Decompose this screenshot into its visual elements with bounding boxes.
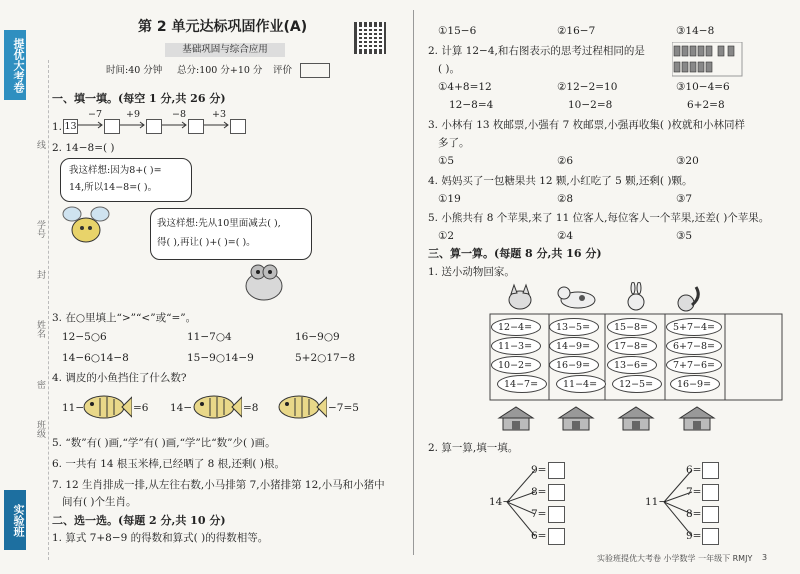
s3-q2-question: 2. 算一算,填一填。 — [428, 442, 519, 454]
counting-sticks-icon — [672, 42, 744, 78]
page-divider — [413, 10, 414, 555]
cut-line — [48, 60, 49, 560]
compare-1[interactable]: 12−5○6 — [62, 331, 107, 343]
close-label: 密 — [35, 380, 45, 389]
thought-bubble-2 — [150, 208, 312, 260]
name-label: 姓名 — [35, 320, 45, 338]
tree-2-leaf-3: 8= — [686, 508, 702, 520]
q7-line-2: 间有( )个生肖。 — [62, 496, 137, 508]
tree-2-root: 11− — [645, 496, 668, 508]
oval-c1-2[interactable]: 11−3= — [491, 337, 541, 355]
s2-q5-question: 5. 小熊共有 8 个苹果,来了 11 位客人,每位客人一个苹果,还差( )个苹果。 — [428, 212, 770, 224]
tree-2-answer-4[interactable] — [702, 528, 719, 545]
oval-c1-1[interactable]: 12−4= — [491, 318, 541, 336]
fish-3-suffix: −7=5 — [328, 402, 359, 414]
compare-6[interactable]: 5+2○17−8 — [295, 352, 356, 364]
q1-answer-box-3[interactable] — [188, 119, 204, 134]
s2-q4-question: 4. 妈妈买了一包糖果共 12 颗,小红吃了 5 颗,还剩( )颗。 — [428, 175, 693, 187]
thought-bubble-1 — [60, 158, 192, 202]
s2-q3-line-2: 多了。 — [438, 137, 470, 149]
s2-q2-option-1a[interactable]: ①4+8=12 — [438, 81, 492, 93]
q5-question: 5. “数”有( )画,“学”有( )画,“学”比“数”少( )画。 — [52, 437, 276, 449]
s2-q3-option-3[interactable]: ③20 — [676, 155, 699, 167]
spine-brand-band: 提优大考卷 — [4, 30, 26, 100]
seal-label: 封 — [35, 270, 45, 279]
s2-q2-option-3b: 6+2=8 — [687, 99, 725, 111]
house-icon — [676, 404, 718, 434]
fish-2-suffix: =8 — [243, 402, 259, 414]
q1-op-4: +3 — [212, 109, 227, 120]
oval-c1-3[interactable]: 10−2= — [491, 356, 541, 374]
dog-icon — [556, 285, 600, 311]
q1-op-3: −8 — [172, 109, 187, 120]
total-score: 总分:100 分+10 分 — [177, 65, 263, 76]
s2-q2-option-3a[interactable]: ③10−4=6 — [676, 81, 730, 93]
q1-arrows-icon — [76, 118, 256, 134]
section-1-heading: 一、填一填。(每空 1 分,共 26 分) — [52, 92, 226, 105]
oval-c4-2[interactable]: 6+7−8= — [666, 337, 722, 355]
page-subtitle: 基础巩固与综合应用 — [165, 43, 285, 57]
tree-1-answer-3[interactable] — [548, 506, 565, 523]
footer-text: 实验班提优大考卷 小学数学 一年级下 RMJY — [597, 554, 753, 563]
s2-q3-line-1: 3. 小林有 13 枚邮票,小强有 7 枚邮票,小强再收集( )枚就和小林同样 — [428, 119, 745, 131]
s2-q3-option-2[interactable]: ②6 — [557, 155, 574, 167]
fish-icon[interactable] — [80, 392, 132, 422]
s2-q2-option-2a[interactable]: ②12−2=10 — [557, 81, 618, 93]
s2-q3-option-1[interactable]: ①5 — [438, 155, 455, 167]
s2-q1-option-1[interactable]: ①15−6 — [438, 25, 477, 37]
time-limit: 时间:40 分钟 — [106, 65, 163, 76]
evaluation-label: 评价 — [273, 65, 293, 76]
tree-1-answer-2[interactable] — [548, 484, 565, 501]
s2-q5-option-3[interactable]: ③5 — [676, 230, 693, 242]
page-title: 第 2 单元达标巩固作业(A) — [138, 19, 308, 35]
oval-c2-4[interactable]: 11−4= — [556, 375, 606, 393]
oval-c3-4[interactable]: 12−5= — [612, 375, 662, 393]
compare-2[interactable]: 11−7○4 — [187, 331, 232, 343]
oval-c4-3[interactable]: 7+7−6= — [666, 356, 722, 374]
bubble-1-line-2: 14,所以14−8=( )。 — [69, 182, 158, 193]
squirrel-icon — [674, 283, 702, 313]
fish-icon[interactable] — [190, 392, 242, 422]
q1-answer-box-1[interactable] — [104, 119, 120, 134]
section-2-heading: 二、选一选。(每题 2 分,共 10 分) — [52, 514, 226, 527]
tree-2-leaf-2: 7= — [686, 486, 702, 498]
q2-question: 2. 14−8=( ) — [52, 142, 115, 154]
q6-question: 6. 一共有 14 根玉米棒,已经晒了 8 根,还剩( )根。 — [52, 458, 285, 470]
tree-1-answer-4[interactable] — [548, 528, 565, 545]
s2-q1-option-2[interactable]: ②16−7 — [557, 25, 596, 37]
oval-c3-1[interactable]: 15−8= — [607, 318, 657, 336]
oval-c1-4[interactable]: 14−7= — [497, 375, 547, 393]
tree-1-root: 14− — [489, 496, 512, 508]
q3-question: 3. 在○里填上“>”“<”或“=”。 — [52, 312, 197, 324]
q1-op-1: −7 — [88, 109, 103, 120]
cat-icon — [505, 282, 535, 312]
page-number: 3 — [762, 553, 768, 562]
q4-question: 4. 调皮的小鱼挡住了什么数? — [52, 372, 187, 384]
section-3-heading: 三、算一算。(每题 8 分,共 16 分) — [428, 247, 602, 260]
q7-line-1: 7. 12 生肖排成一排,从左往右数,小马排第 7,小猪排第 12,小马和小猪中 — [52, 479, 385, 491]
tree-2-leaf-1: 6= — [686, 464, 702, 476]
spine-class-band: 实验班 — [4, 490, 26, 550]
tree-1-answer-1[interactable] — [548, 462, 565, 479]
q1-start-box: 13 — [64, 121, 77, 132]
tree-2-answer-3[interactable] — [702, 506, 719, 523]
qr-code-icon[interactable] — [354, 22, 386, 54]
seal-line-label: 线 — [35, 140, 45, 149]
compare-5[interactable]: 15−9○14−9 — [187, 352, 254, 364]
fish-icon[interactable] — [275, 392, 327, 422]
fish-1-prefix: 11− — [62, 402, 85, 414]
tree-2-answer-2[interactable] — [702, 484, 719, 501]
s2-q2-question: 2. 计算 12−4,和右图表示的思考过程相同的是 — [428, 45, 645, 57]
evaluation-box[interactable] — [300, 63, 330, 78]
bee-icon — [62, 200, 110, 250]
q1-answer-box-4[interactable] — [230, 119, 246, 134]
q1-answer-box-2[interactable] — [146, 119, 162, 134]
tree-1-leaf-2: 8= — [531, 486, 547, 498]
bubble-2-line-2: 得( ),再让( )+( )=( )。 — [157, 237, 256, 248]
binding-spine — [0, 0, 30, 574]
class-label: 班级 — [35, 420, 45, 438]
tree-2-answer-1[interactable] — [702, 462, 719, 479]
house-icon — [615, 404, 657, 434]
oval-c2-3[interactable]: 16−9= — [549, 356, 599, 374]
q1-op-2: +9 — [126, 109, 141, 120]
house-icon — [555, 404, 597, 434]
oval-c4-1[interactable]: 5+7−4= — [666, 318, 722, 336]
s2-q2-paren: ( )。 — [438, 63, 461, 75]
s2-q4-option-2[interactable]: ②8 — [557, 193, 574, 205]
house-icon — [495, 404, 537, 434]
student-id-label: 学号 — [35, 220, 45, 238]
s2-q1-question: 1. 算式 7+8−9 的得数和算式( )的得数相等。 — [52, 532, 269, 544]
tree-2-leaf-4: 9= — [686, 530, 702, 542]
s3-q1-question: 1. 送小动物回家。 — [428, 266, 515, 278]
q1-number: 1. — [52, 121, 63, 133]
fish-1-suffix: =6 — [133, 402, 149, 414]
tree-1-leaf-1: 9= — [531, 464, 547, 476]
s2-q5-option-2[interactable]: ②4 — [557, 230, 574, 242]
bubble-2-line-1: 我这样想:先从10里面减去( ), — [157, 218, 281, 229]
oval-c2-1[interactable]: 13−5= — [549, 318, 599, 336]
oval-c4-4[interactable]: 16−9= — [670, 375, 720, 393]
fish-2-prefix: 14− — [170, 402, 193, 414]
s2-q4-option-1[interactable]: ①19 — [438, 193, 461, 205]
s2-q4-option-3[interactable]: ③7 — [676, 193, 693, 205]
s2-q2-option-1b: 12−8=4 — [449, 99, 494, 111]
s2-q5-option-1[interactable]: ①2 — [438, 230, 455, 242]
s2-q2-option-2b: 10−2=8 — [568, 99, 613, 111]
rabbit-icon — [625, 282, 647, 312]
bubble-1-line-1: 我这样想:因为8+( )= — [69, 165, 162, 176]
compare-3[interactable]: 16−9○9 — [295, 331, 340, 343]
tree-1-leaf-4: 6= — [531, 530, 547, 542]
s2-q1-option-3[interactable]: ③14−8 — [676, 25, 715, 37]
bug-icon — [240, 258, 288, 304]
tree-1-leaf-3: 7= — [531, 508, 547, 520]
oval-c3-3[interactable]: 13−6= — [607, 356, 657, 374]
compare-4[interactable]: 14−6○14−8 — [62, 352, 129, 364]
oval-c2-2[interactable]: 14−9= — [549, 337, 599, 355]
oval-c3-2[interactable]: 17−8= — [607, 337, 657, 355]
